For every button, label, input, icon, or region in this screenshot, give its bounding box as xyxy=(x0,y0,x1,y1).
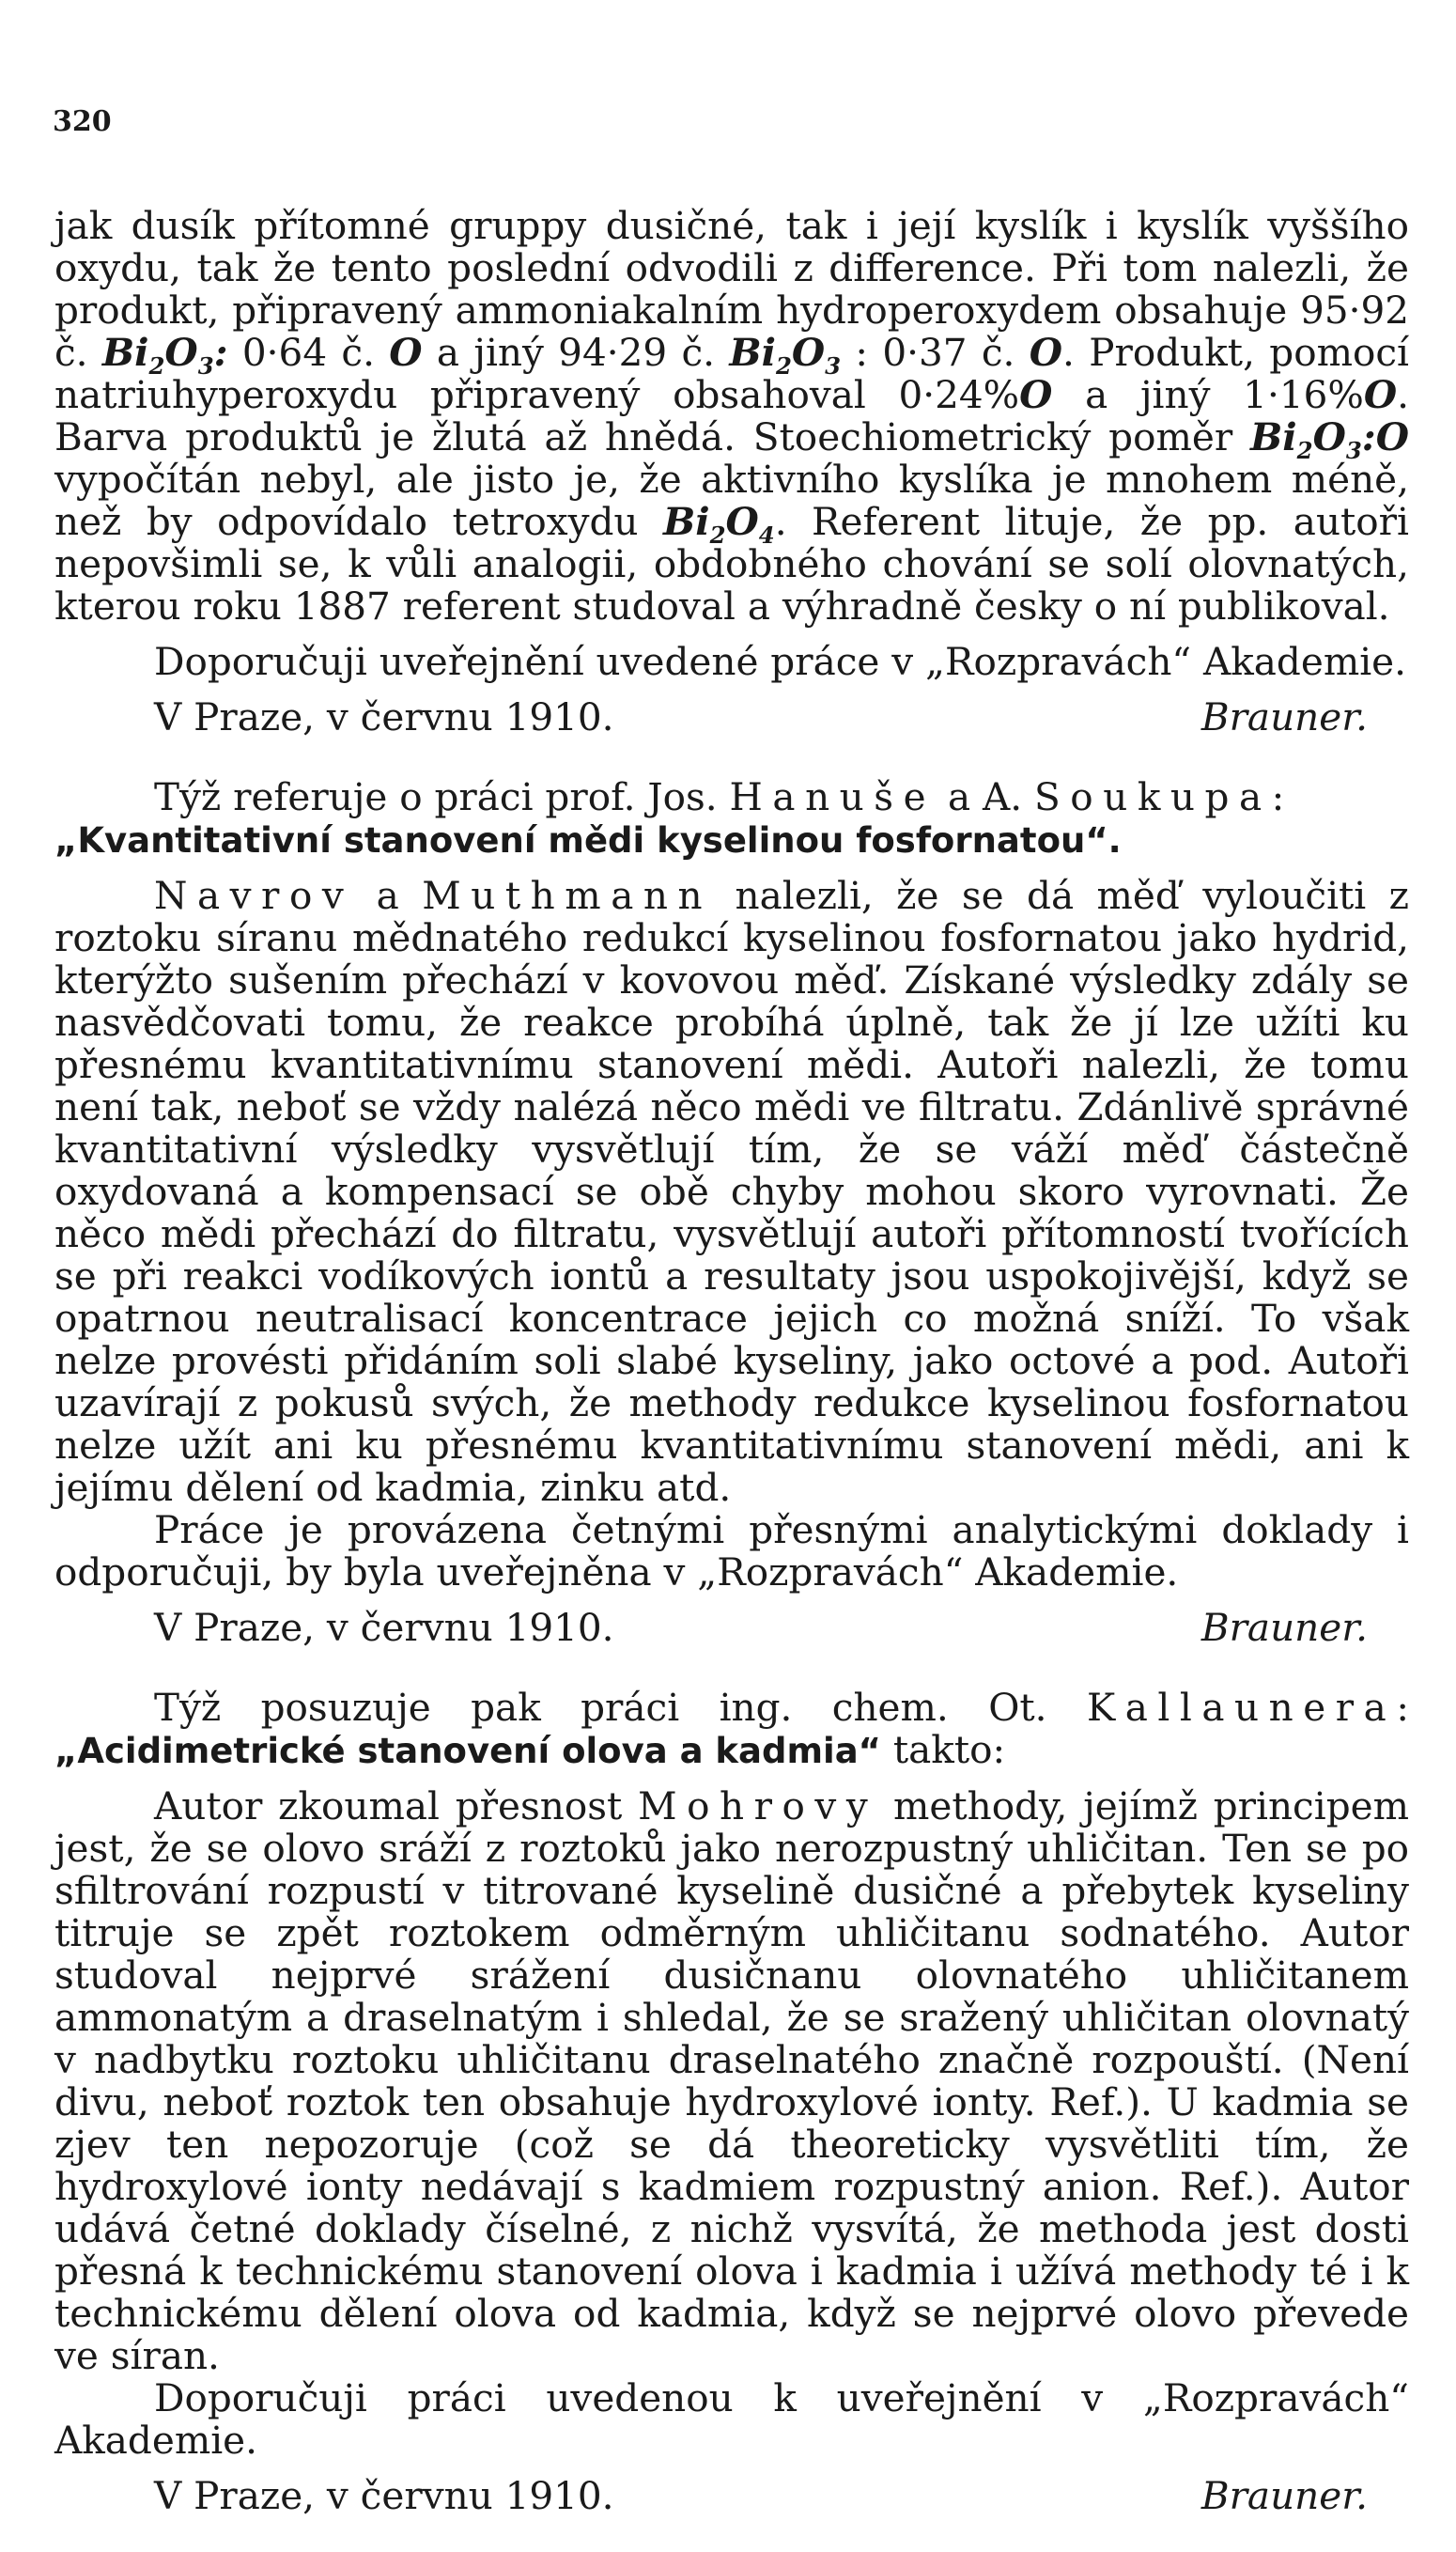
text-run: vypočítán nebyl, ale jisto je, že aktivního kyslíka je mnohem méně, než by odpovídalo tetroxydu xyxy=(54,457,1409,544)
author-name: Muthmann xyxy=(422,873,713,918)
place-date: V Praze, v červnu 1910. xyxy=(154,694,614,739)
paragraph-review-1 xyxy=(54,205,1409,628)
text-run: 0·64 č. xyxy=(241,330,390,375)
paragraph-review-3: Autor zkoumal přesnost Mohrovy methody, jejímž principem jest, že se olovo sráží z roztoků jako nerozpustný uhličitan. Ten se po sfiltrování rozpustí v titrované kyselině dusičné a přebytek kyseliny titruje se zpět roztokem odměrným uhličitanu sodnatého. Autor studoval nejprvé srážení dusičnanu olovnatého uhličitanem ammonatým a draselnatým i shledal, že se sražený uhličitan olovnatý v nadbytku roztoku uhličitanu draselnatého značně rozpouští. (Není divu, neboť roztok ten obsahuje hydroxylové ionty. Ref.). U kadmia se zjev ten nepozoruje (což se dá theoreticky vysvětliti tím, že hydroxylové ionty nedávají s kadmiem rozpustný anion. Ref.). Autor udává četné doklady číselné, z nichž vysvítá, že methoda jest dosti přesná k technickému stanovení olova i kadmia i užívá methody té i k technickému dělení olova od kadmia, když se nejprvé olovo převede ve síran. xyxy=(54,1783,1409,2378)
page-number: 320 xyxy=(53,105,112,138)
text-run: : 0·37 č. xyxy=(841,330,1030,375)
review-intro-3: Týž posuzuje pak práci ing. chem. Ot. Kallaunera: „Acidimetrické stanovení olova a kadmia“ takto: xyxy=(54,1685,1409,1772)
signature: Brauner. xyxy=(1200,1605,1368,1650)
formula-o: O xyxy=(1029,330,1063,375)
text-run: . Barva produktů je žlutá až hnědá. Stoechiometrický poměr xyxy=(54,372,1409,459)
author-name: Soukupa xyxy=(1034,774,1272,819)
author-name: Kallaunera xyxy=(1086,1685,1397,1730)
signature: Brauner. xyxy=(1200,2473,1368,2518)
formula-o: O xyxy=(389,330,423,375)
signature-line-2 xyxy=(54,1607,1409,1649)
signature: Brauner. xyxy=(1200,694,1368,739)
recommendation-2: Práce je provázena četnými přesnými analytickými doklady i odporučuji, by byla uveřejněna v „Rozpravách“ Akademie. xyxy=(54,1507,1409,1595)
signature-line-3 xyxy=(54,2475,1409,2517)
signature-line-1 xyxy=(54,696,1409,739)
author-name: Navrov xyxy=(154,873,354,918)
text-run: jak dusík přítomné gruppy dusičné, tak i její kyslík i kyslík vyššího oxydu, tak že tento poslední odvodili z difference. Při tom nalezli, že produkt, připravený ammoniakalním hydroperoxydem obsahuje 95·92 č. xyxy=(54,203,1409,375)
work-title: „Kvantitativní stanovení mědi kyselinou fosfornatou“. xyxy=(54,820,1122,861)
recommendation-3: Doporučuji práci uvedenou k uveřejnění v „Rozpravách“ Akademie. xyxy=(54,2375,1409,2463)
text-run: a jiný 94·29 č. xyxy=(422,330,730,375)
author-name: Hanuše xyxy=(729,774,937,819)
text-run: . Produkt, pomocí natriuhyperoxydu připravený obsahoval 0·24% xyxy=(54,330,1410,417)
formula-bi2o3: $Bi_2O_3$: xyxy=(101,330,228,381)
formula-o: O xyxy=(1363,372,1398,417)
formula-o: O xyxy=(1019,372,1053,417)
formula-bi2o3: $Bi_2O_3$ xyxy=(729,330,842,381)
recommendation-1: Doporučuji uveřejnění uvedené práce v „Rozpravách“ Akademie. xyxy=(154,639,1407,684)
page-body xyxy=(54,205,1409,2517)
formula-bi2o4: $Bi_2O_4$ xyxy=(662,499,775,550)
place-date: V Praze, v červnu 1910. xyxy=(154,2473,614,2518)
text-run: a jiný 1·16% xyxy=(1052,372,1364,417)
text-run: . Referent lituje, že pp. autoři nepovšimli se, k vůli analogii, obdobného chování se solí olovnatých, kterou roku 1887 referent studoval a výhradně česky o ní publikoval. xyxy=(54,499,1409,629)
work-title: „Acidimetrické stanovení olova a kadmia“ xyxy=(54,1731,881,1771)
formula-bi2o3-ratio: $Bi_2O_3:O$ xyxy=(1250,414,1409,465)
review-intro-2: Týž referuje o práci prof. Jos. Hanuše a A. Soukupa: „Kvantitativní stanovení mědi kyselinou fosfornatou“. xyxy=(54,774,1285,861)
author-name: Mohrovy xyxy=(638,1783,878,1828)
place-date: V Praze, v červnu 1910. xyxy=(154,1605,614,1650)
paragraph-review-2: Navrov a Muthmann nalezli, že se dá měď vyloučiti z roztoku síranu mědnatého redukcí kyselinou fosfornatou jako hydrid, kterýžto sušením přechází v kovovou měď. Získané výsledky zdály se nasvědčovati tomu, že reakce probíhá úplně, tak že jí lze užíti ku přesnému kvantitativnímu stanovení mědi. Autoři nalezli, že tomu není tak, neboť se vždy nalézá něco mědi ve filtratu. Zdánlivě správné kvantitativní výsledky vysvětlují tím, že se váží měď částečně oxydovaná a kompensací se obě chyby mohou skoro vyrovnati. Že něco mědi přechází do filtratu, vysvětlují autoři přítomností tvořících se při reakci vodíkových iontů a resultaty jsou uspokojivější, když se opatrnou neutralisací koncentrace jejich co možná sníží. To však nelze provésti přidáním soli slabé kyseliny, jako octové a pod. Autoři uzavírají z pokusů svých, že methody redukce kyselinou fosfornatou nelze užít ani ku přesnému kvantitativnímu stanovení mědi, ani k jejímu dělení od kadmia, zinku atd. xyxy=(54,873,1409,1510)
